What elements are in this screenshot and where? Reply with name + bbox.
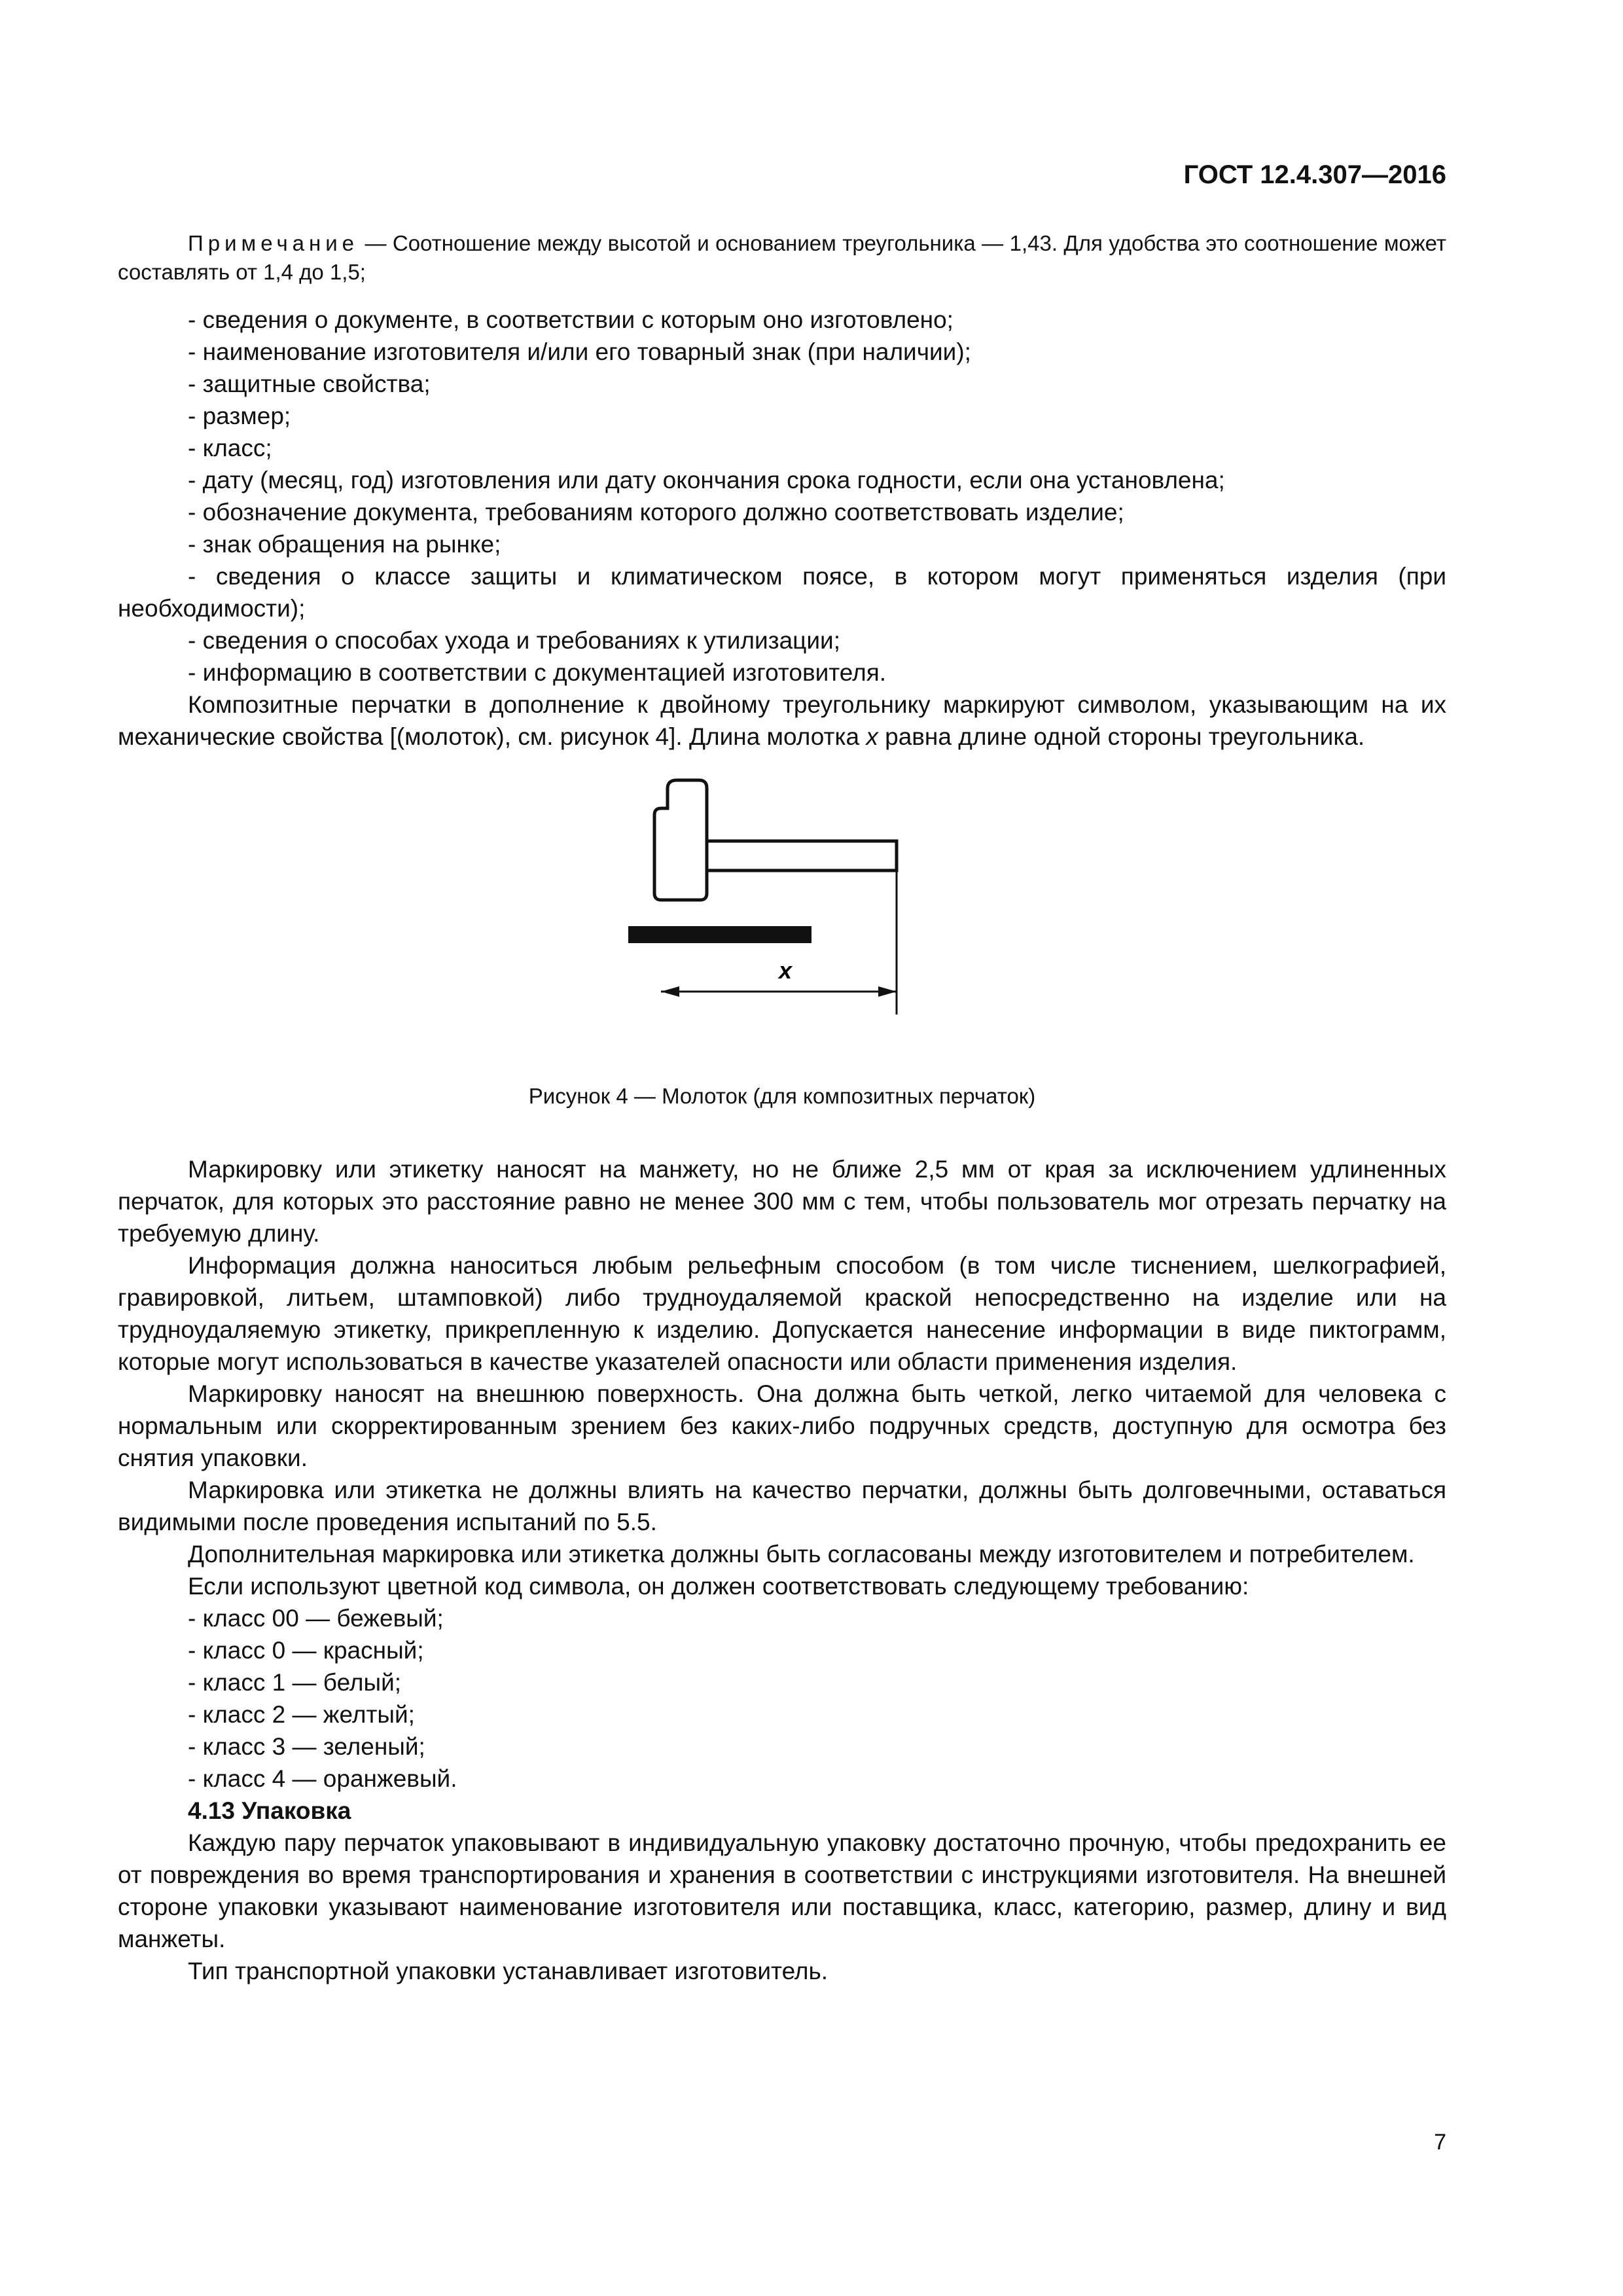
document-id-header: ГОСТ 12.4.307—2016 xyxy=(1183,160,1446,189)
list-item: - сведения о способах ухода и требованиях к утилизации; xyxy=(188,627,840,654)
paragraph: Дополнительная маркировка или этикетка должны быть согласованы между изготовителем и потребителем. xyxy=(188,1541,1415,1568)
list-item: - сведения о классе защиты и климатическом поясе, в котором могут применяться изделия (при необходимости); xyxy=(118,563,1446,622)
list-item: - информацию в соответствии с документацией изготовителя. xyxy=(188,659,887,686)
list-item: - сведения о документе, в соответствии с которым оно изготовлено; xyxy=(188,306,954,333)
composite-var: x xyxy=(866,723,878,750)
figure-caption: Рисунок 4 — Молоток (для композитных перчаток) xyxy=(528,1084,1036,1108)
list-item: - класс 00 — бежевый; xyxy=(188,1605,444,1632)
packaging-paragraph: Тип транспортной упаковки устанавливает изготовитель. xyxy=(188,1958,829,1984)
paragraph: Маркировку наносят на внешнюю поверхность. Она должна быть четкой, легко читаемой для человека с нормальным или скорректированным зрением без каких-либо подручных средств, доступную для осмотра без снятия упаковки. xyxy=(118,1380,1446,1471)
base-bar xyxy=(628,926,812,943)
composite-gloves-paragraph xyxy=(118,689,1446,753)
note-text: — Соотношение между высотой и основанием треугольника — 1,43. Для удобства это соотношение может составлять от 1,4 до 1,5; xyxy=(118,231,1446,284)
list-item: - размер; xyxy=(188,403,291,429)
list-item: - дату (месяц, год) изготовления или дату окончания срока годности, если она установлена; xyxy=(188,467,1225,493)
composite-text-a: Композитные перчатки в дополнение к двойному треугольнику маркируют символом, указывающим на их механические свойства [(молоток), см. рисунок 4]. Длина молотка xyxy=(118,691,1446,750)
list-item: - обозначение документа, требованиям которого должно соответствовать изделие; xyxy=(188,499,1124,526)
list-item: - наименование изготовителя и/или его товарный знак (при наличии); xyxy=(188,338,971,365)
page-body xyxy=(118,157,1446,1987)
hammer-handle xyxy=(707,841,897,870)
list-item: - защитные свойства; xyxy=(188,370,431,397)
hammer-figure xyxy=(118,772,1446,1080)
list-item: - класс 3 — зеленый; xyxy=(188,1733,425,1760)
paragraph: Информация должна наноситься любым рельефным способом (в том числе тиснением, шелкографией, гравировкой, литьем, штамповкой) либо трудноудаляемой краской непосредственно на изделие или на трудноудаляемую этикетку, прикрепленную к изделию. Допускается нанесение информации в виде пиктограмм, которые могут использоваться в качестве указателей опасности или области применения изделия. xyxy=(118,1252,1446,1375)
list-item: - класс 0 — красный; xyxy=(188,1637,424,1664)
paragraph: Если используют цветной код символа, он должен соответствовать следующему требованию: xyxy=(188,1573,1249,1600)
list-item: - класс 2 — желтый; xyxy=(188,1701,415,1728)
hammer-head xyxy=(654,780,707,900)
hammer-symbol-diagram xyxy=(615,772,1073,1047)
list-item: - класс 4 — оранжевый. xyxy=(188,1765,457,1792)
note-paragraph xyxy=(118,229,1446,287)
marking-list xyxy=(118,304,1446,689)
paragraph: Маркировку или этикетку наносят на манжету, но не ближе 2,5 мм от края за исключением удлиненных перчаток, для которых это расстояние равно не менее 300 мм с тем, чтобы пользователь мог отрезать перчатку на требуемую длину. xyxy=(118,1156,1446,1247)
section-heading: 4.13 Упаковка xyxy=(188,1797,351,1824)
note-label: Примечание xyxy=(188,231,359,255)
arrow-right xyxy=(878,986,897,997)
list-item: - класс; xyxy=(188,435,272,461)
composite-text-b: равна длине одной стороны треугольника. xyxy=(878,723,1365,750)
list-item: - класс 1 — белый; xyxy=(188,1669,402,1696)
color-code-list xyxy=(118,1602,1446,1795)
list-item: - знак обращения на рынке; xyxy=(188,531,501,558)
arrow-left xyxy=(661,986,679,997)
packaging-paragraph: Каждую пару перчаток упаковывают в индивидуальную упаковку достаточно прочную, чтобы предохранить ее от повреждения во время транспортирования и хранения в соответствии с инструкциями изготовителя. На внешней стороне упаковки указывают наименование изготовителя или поставщика, класс, категорию, размер, длину и вид манжеты. xyxy=(118,1829,1446,1952)
dimension-label: x xyxy=(779,957,793,984)
page-number: 7 xyxy=(1434,2130,1446,2155)
paragraph: Маркировка или этикетка не должны влиять на качество перчатки, должны быть долговечными, оставаться видимыми после проведения испытаний по 5.5. xyxy=(118,1477,1446,1535)
